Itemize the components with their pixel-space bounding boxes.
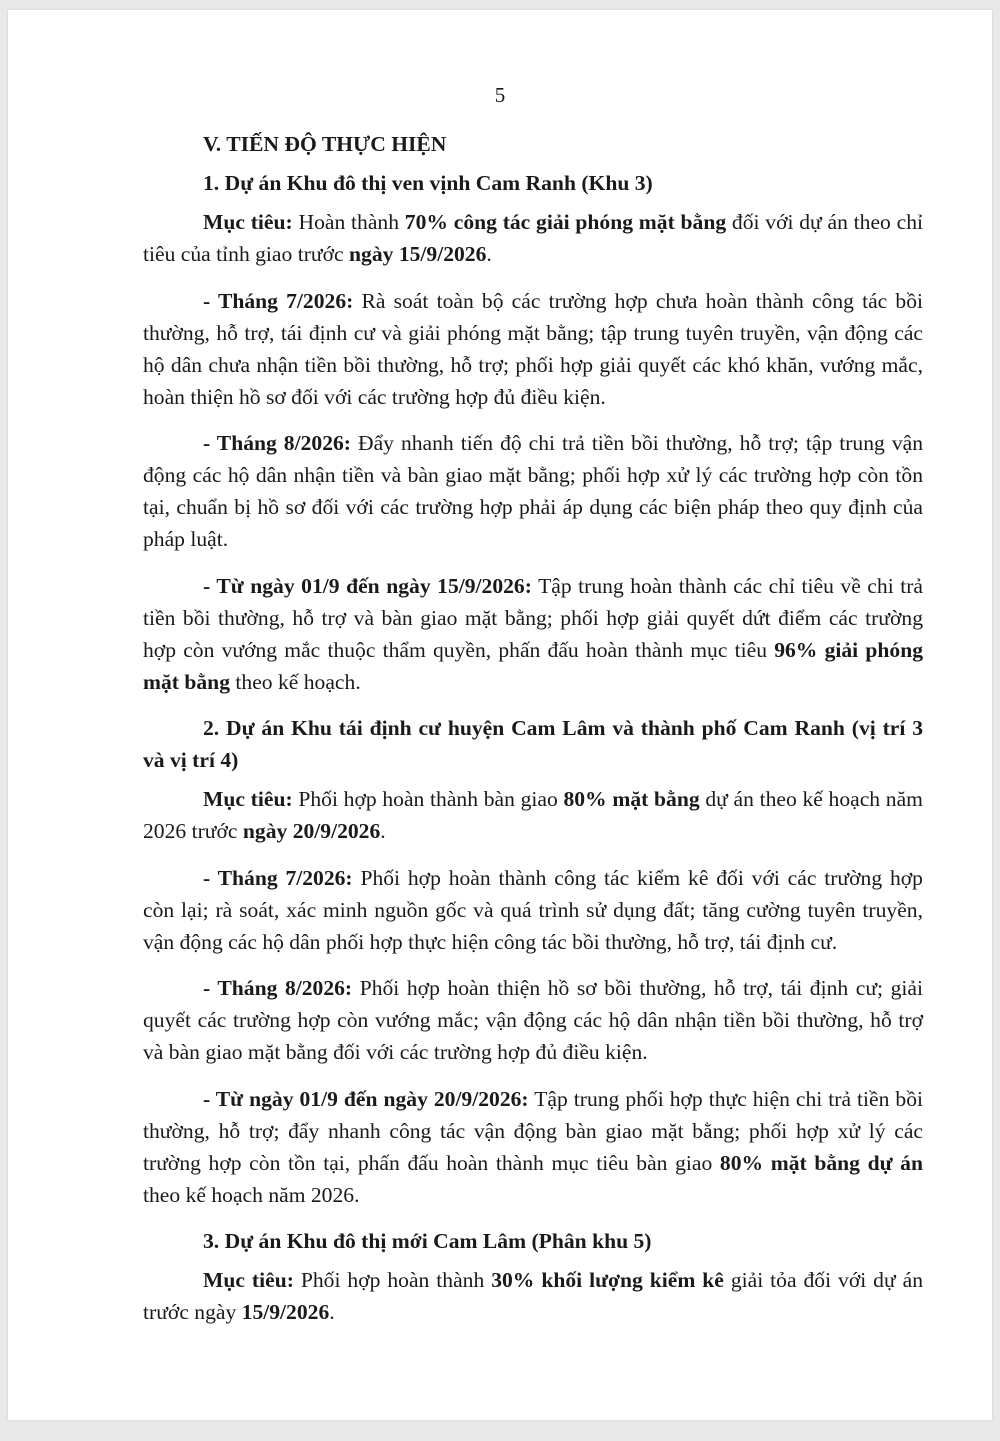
schedule-step: [143, 285, 923, 413]
schedule-step: [143, 862, 923, 958]
step-text: Tập trung phối hợp thực hiện chi trả tiền bồi thường, hỗ trợ; đẩy nhanh công tác vận động bàn giao mặt bằng; phối hợp xử lý các trường hợp còn tồn tại, phấn đấu hoàn thành mục tiêu bàn giao: [143, 1086, 923, 1175]
schedule-step: [143, 427, 923, 555]
document-body: [143, 128, 923, 1343]
schedule-step: [143, 972, 923, 1068]
schedule-step: - Từ ngày 01/9 đến ngày 15/9/2026: Tập trung hoàn thành các chỉ tiêu về chi trả tiền bồi thường, hỗ trợ và bàn giao mặt bằng; phối hợp giải quyết dứt điểm các trường hợp còn vướng mắc thuộc thẩm quyền, phấn đấu hoàn thành mục tiêu 96% giải phóng mặt bằng theo kế hoạch.: [143, 573, 923, 694]
step-text: Phối hợp hoàn thiện hồ sơ bồi thường, hỗ trợ, tái định cư; giải quyết các trường hợp còn vướng mắc; vận động các hộ dân nhận tiền bồi thường, hỗ trợ và bàn giao mặt bằng đối với các trường hợp đủ điều kiện.: [143, 976, 923, 1064]
step-label: - Từ ngày 01/9 đến ngày 20/9/2026:: [203, 1086, 529, 1111]
section-title: V. TIẾN ĐỘ THỰC HIỆN: [203, 132, 447, 156]
project-title: 1. Dự án Khu đô thị ven vịnh Cam Ranh (Khu 3): [203, 171, 653, 195]
step-label: - Từ ngày 01/9 đến ngày 15/9/2026:: [203, 573, 532, 598]
schedule-step: - Từ ngày 01/9 đến ngày 20/9/2026: Tập trung phối hợp thực hiện chi trả tiền bồi thường, hỗ trợ; đẩy nhanh công tác vận động bàn giao mặt bằng; phối hợp xử lý các trường hợp còn tồn tại, phấn đấu hoàn thành mục tiêu bàn giao 80% mặt bằng dự án theo kế hoạch năm 2026.: [143, 1086, 923, 1207]
target-label: Mục tiêu:: [203, 210, 293, 234]
project-target: Mục tiêu: Hoàn thành 70% công tác giải phóng mặt bằng đối với dự án theo chỉ tiêu của tỉnh giao trước ngày 15/9/2026.: [143, 210, 923, 266]
target-label: Mục tiêu:: [203, 1268, 294, 1292]
step-label: - Tháng 7/2026:: [203, 288, 354, 313]
project-target: Mục tiêu: Phối hợp hoàn thành 30% khối lượng kiểm kê giải tỏa đối với dự án trước ngày 15/9/2026.: [143, 1268, 924, 1324]
project-title: 2. Dự án Khu tái định cư huyện Cam Lâm và thành phố Cam Ranh (vị trí 3 và vị trí 4): [143, 716, 923, 772]
target-label: Mục tiêu:: [203, 787, 293, 811]
step-label: - Tháng 7/2026:: [203, 865, 353, 890]
step-text: Rà soát toàn bộ các trường hợp chưa hoàn thành công tác bồi thường, hỗ trợ, tái định cư và giải phóng mặt bằng; tập trung tuyên truyền, vận động các hộ dân chưa nhận tiền bồi thường, hỗ trợ; phối hợp giải quyết các khó khăn, vướng mắc, hoàn thiện hồ sơ đối với các trường hợp đủ điều kiện.: [143, 288, 924, 409]
step-label: - Tháng 8/2026:: [203, 431, 351, 455]
step-text: Phối hợp hoàn thành công tác kiểm kê đối với các trường hợp còn lại; rà soát, xác minh nguồn gốc và quá trình sử dụng đất; tăng cường tuyên truyền, vận động các hộ dân phối hợp thực hiện công tác bồi thường, hỗ trợ, tái định cư.: [143, 865, 923, 954]
page-number: 5: [494, 83, 506, 107]
step-label: - Tháng 8/2026:: [203, 976, 353, 1000]
project-target: Mục tiêu: Phối hợp hoàn thành bàn giao 80% mặt bằng dự án theo kế hoạch năm 2026 trước ngày 20/9/2026.: [143, 787, 923, 843]
project-title: 3. Dự án Khu đô thị mới Cam Lâm (Phân khu 5): [203, 1229, 652, 1253]
step-text: Tập trung hoàn thành các chỉ tiêu về chi trả tiền bồi thường, hỗ trợ và bàn giao mặt bằng; phối hợp giải quyết dứt điểm các trường hợp còn vướng mắc thuộc thẩm quyền, phấn đấu hoàn thành mục tiêu: [143, 573, 923, 662]
step-text: Đẩy nhanh tiến độ chi trả tiền bồi thường, hỗ trợ; tập trung vận động các hộ dân nhận tiền và bàn giao mặt bằng; phối hợp xử lý các trường hợp còn tồn tại, chuẩn bị hồ sơ đối với các trường hợp phải áp dụng các biện pháp theo quy định của pháp luật.: [143, 431, 923, 551]
